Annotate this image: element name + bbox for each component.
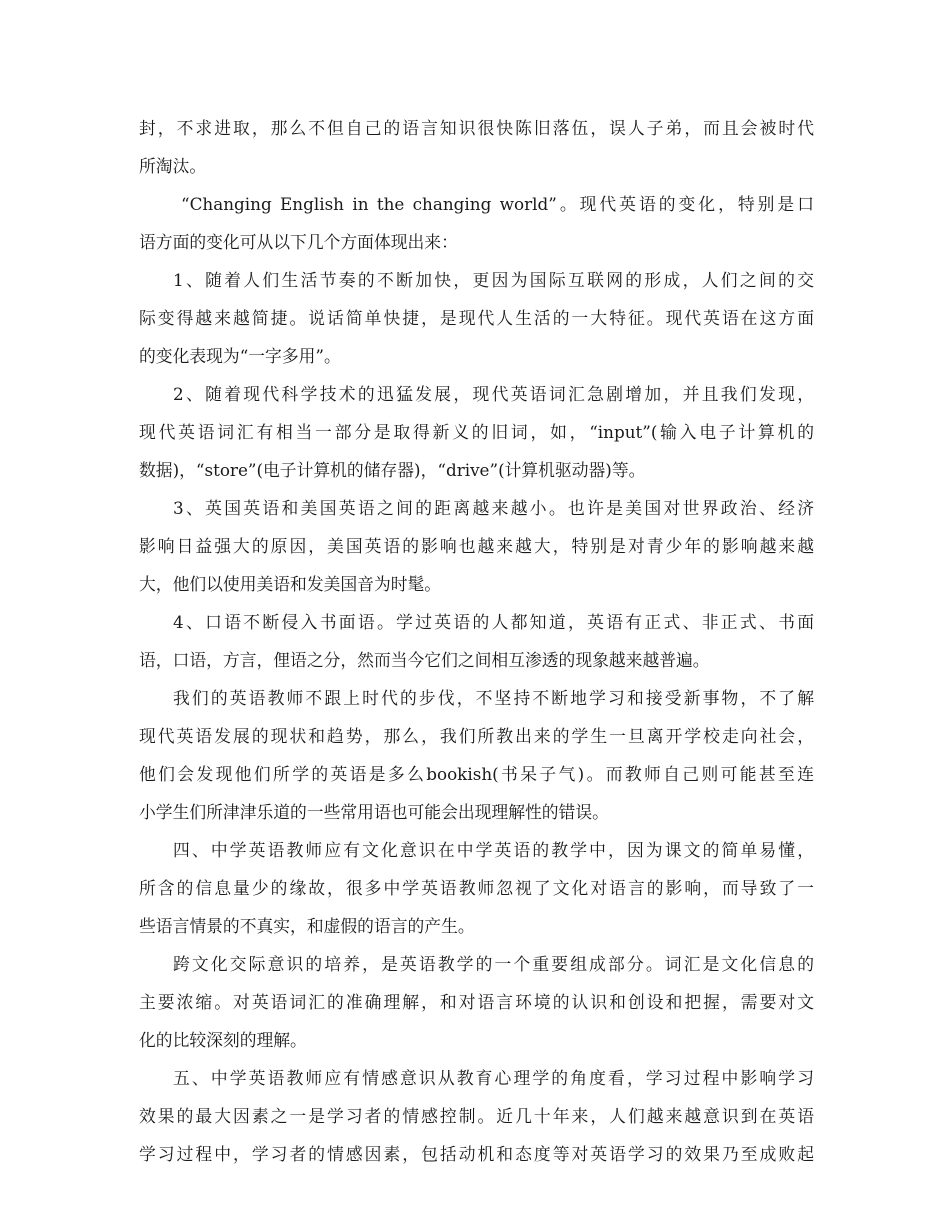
text-line: 2、随着现代科学技术的迅猛发展，现代英语词汇急剧增加，并且我们发现，: [173, 384, 814, 404]
text-line: 学习过程中，学习者的情感因素，包括动机和态度等对英语学习的效果乃至成败起: [139, 1144, 814, 1164]
text-line: 现代英语发展的现状和趋势，那么，我们所教出来的学生一旦离开学校走向社会，: [139, 726, 814, 746]
text-line: 所含的信息量少的缘故，很多中学英语教师忽视了文化对语言的影响，而导致了一: [139, 878, 814, 898]
text-line: 跨文化交际意识的培养，是英语教学的一个重要组成部分。词汇是文化信息的: [173, 954, 814, 974]
text-line: 他们会发现他们所学的英语是多么bookish(书呆子气)。而教师自己则可能甚至连: [139, 764, 814, 784]
text-line: 封，不求进取，那么不但自己的语言知识很快陈旧落伍，误人子弟，而且会被时代: [139, 118, 814, 138]
text-line: 四、中学英语教师应有文化意识在中学英语的教学中，因为课文的简单易懂，: [173, 840, 814, 860]
text-line: 际变得越来越简捷。说话简单快捷，是现代人生活的一大特征。现代英语在这方面: [139, 308, 814, 328]
text-line: 现代英语词汇有相当一部分是取得新义的旧词，如，“input”(输入电子计算机的: [139, 422, 814, 442]
text-line: 主要浓缩。对英语词汇的准确理解，和对语言环境的认识和创设和把握，需要对文: [139, 992, 814, 1012]
text-line: “Changing English in the changing world”。现代英语的变化，特别是口: [181, 194, 814, 214]
text-line: 3、英国英语和美国英语之间的距离越来越小。也许是美国对世界政治、经济: [173, 498, 814, 518]
text-line: 我们的英语教师不跟上时代的步伐，不坚持不断地学习和接受新事物，不了解: [173, 688, 814, 708]
text-line: 语方面的变化可从以下几个方面体现出来：: [139, 232, 458, 252]
text-line: 化的比较深刻的理解。: [139, 1030, 307, 1050]
text-line: 4、口语不断侵入书面语。学过英语的人都知道，英语有正式、非正式、书面: [173, 612, 814, 632]
text-line: 所淘汰。: [139, 156, 207, 176]
text-line: 数据)，“store”(电子计算机的储存器)，“drive”(计算机驱动器)等。: [139, 460, 646, 480]
text-line: 影响日益强大的原因，美国英语的影响也越来越大，特别是对青少年的影响越来越: [139, 536, 814, 556]
text-line: 的变化表现为“一字多用”。: [139, 346, 341, 366]
text-line: 大，他们以使用美语和发美国音为时髦。: [139, 574, 442, 594]
text-line: 五、中学英语教师应有情感意识从教育心理学的角度看，学习过程中影响学习: [173, 1068, 814, 1088]
text-line: 1、随着人们生活节奏的不断加快，更因为国际互联网的形成，人们之间的交: [173, 270, 814, 290]
text-line: 小学生们所津津乐道的一些常用语也可能会出现理解性的错误。: [139, 802, 609, 822]
text-line: 些语言情景的不真实，和虚假的语言的产生。: [139, 916, 475, 936]
text-line: 效果的最大因素之一是学习者的情感控制。近几十年来，人们越来越意识到在英语: [139, 1106, 814, 1126]
text-line: 语，口语，方言，俚语之分，然而当今它们之间相互渗透的现象越来越普遍。: [139, 650, 710, 670]
